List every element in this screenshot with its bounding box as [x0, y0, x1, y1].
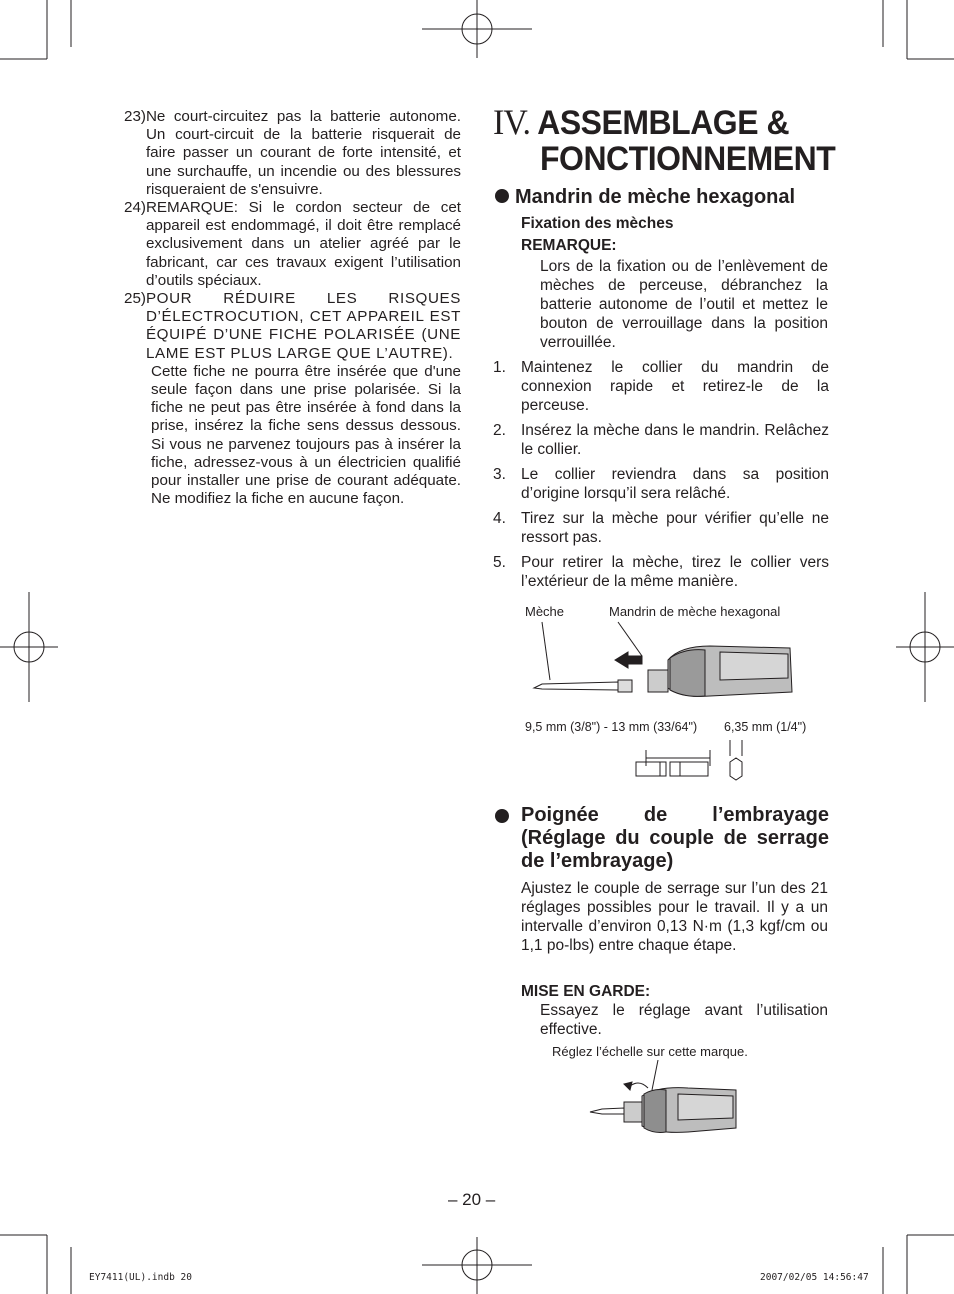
- clutch-heading-text: Poignée de l’embrayage (Réglage du couple de serrage de l’embrayage): [521, 804, 829, 872]
- section-title: [493, 102, 836, 178]
- step-number: 5.: [493, 554, 506, 571]
- chuck-heading: [495, 186, 795, 209]
- clutch-body: Ajustez le couple de serrage sur l’un des 21 réglages possibles pour le travail. Il y a un intervalle d’environ 0,13 N·m (1,3 kgf/cm ou 1,1 po-lbs) entre chaque étape.: [521, 880, 828, 954]
- list-item: [493, 465, 829, 503]
- list-item: [124, 290, 461, 363]
- page-number: – 20 –: [448, 1190, 496, 1209]
- step-text: Insérez la mèche dans le mandrin. Relâchez le collier.: [521, 422, 829, 458]
- fig-bit-label: Mèche: [525, 604, 565, 619]
- item-number: 24): [124, 199, 146, 217]
- step-text: Tirez sur la mèche pour vérifier qu’elle ne ressort pas.: [521, 510, 829, 546]
- chuck-heading-text: Mandrin de mèche hexagonal: [515, 186, 796, 208]
- bullet-icon: [495, 189, 509, 203]
- step-number: 2.: [493, 422, 506, 439]
- step-number: 1.: [493, 359, 506, 376]
- step-number: 4.: [493, 510, 506, 527]
- chuck-subheading: Fixation des mèches: [521, 215, 674, 232]
- fig-chuck-label: Mandrin de mèche hexagonal: [609, 604, 781, 619]
- item-number: 25): [124, 290, 146, 308]
- remark-text: Lors de la fixation ou de l’enlèvement de mèches de perceuse, débranchez la batterie autonome de l’outil et mettez le bouton de verrouillage dans la position verrouillée.: [540, 258, 828, 351]
- item-number: 23): [124, 108, 146, 125]
- list-item: [124, 199, 461, 290]
- item-text: REMARQUE: Si le cordon secteur de cet appareil est endommagé, il doit être remplacé exclusivement dans un atelier agréé par le fabricant, car ces travaux exigent l’utilisation d’outils spéciaux.: [145, 199, 461, 289]
- remark-label: REMARQUE:: [521, 237, 617, 254]
- list-item: [124, 108, 461, 199]
- caution-text: Essayez le réglage avant l’utilisation effective.: [540, 1002, 828, 1038]
- caution-label: MISE EN GARDE:: [521, 983, 651, 1000]
- section-roman-numeral: IV.: [493, 102, 530, 142]
- bullet-icon: [495, 809, 509, 823]
- step-text: Le collier reviendra dans sa position d’origine lorsqu’il sera relâché.: [521, 466, 829, 502]
- item-text: POUR RÉDUIRE LES RISQUES D’ÉLECTROCUTION, CET APPAREIL EST ÉQUIPÉ D’UNE FICHE POLARISÉE (UNE LAME EST PLUS LARGE QUE L’AUTRE).: [145, 290, 461, 362]
- polarized-plug-paragraph: Cette fiche ne pourra être insérée que d'une seule façon dans une prise polarisée. Si la fiche ne peut pas être insérée à fond dans la prise, insérez la fiche sens dessus dessous. Si vous ne parvenez toujours pas à insérer la fiche, adressez-vous à un électricien qualifié pour installer une prise de courant adéquate. Ne modifiez la fiche en aucune façon.: [151, 362, 461, 508]
- section-title-line2: FONCTIONNEMENT: [540, 140, 836, 178]
- left-column: [124, 108, 461, 508]
- clutch-heading: [495, 804, 829, 873]
- step-number: 3.: [493, 466, 506, 483]
- step-text: Maintenez le collier du mandrin de connexion rapide et retirez-le de la perceuse.: [521, 359, 829, 414]
- list-item: [493, 553, 829, 591]
- list-item: [493, 421, 829, 459]
- fig-hex-label: 6,35 mm (1/4"): [724, 720, 807, 734]
- slug-right: 2007/02/05 14:56:47: [760, 1272, 869, 1283]
- slug-left: EY7411(UL).indb 20: [89, 1272, 192, 1283]
- fig-length-label: 9,5 mm (3/8") - 13 mm (33/64"): [525, 720, 698, 734]
- list-item: [493, 509, 829, 547]
- section-title-line1: ASSEMBLAGE &: [537, 104, 790, 142]
- drill-bit-illustration: [520, 618, 810, 708]
- clutch-fig-label: Réglez l’échelle sur cette marque.: [552, 1044, 748, 1059]
- bit-dimension-illustration: [630, 736, 760, 786]
- chuck-steps: [493, 358, 829, 597]
- step-text: Pour retirer la mèche, tirez le collier vers l’extérieur de la même manière.: [521, 554, 829, 590]
- clutch-illustration: [588, 1060, 743, 1140]
- item-text: Ne court-circuitez pas la batterie autonome. Un court-circuit de la batterie risquerait de faire passer un courant de forte intensité, et une surchauffe, un incendie ou des blessures risqueraient de s'ensuivre.: [145, 108, 461, 198]
- list-item: [493, 358, 829, 415]
